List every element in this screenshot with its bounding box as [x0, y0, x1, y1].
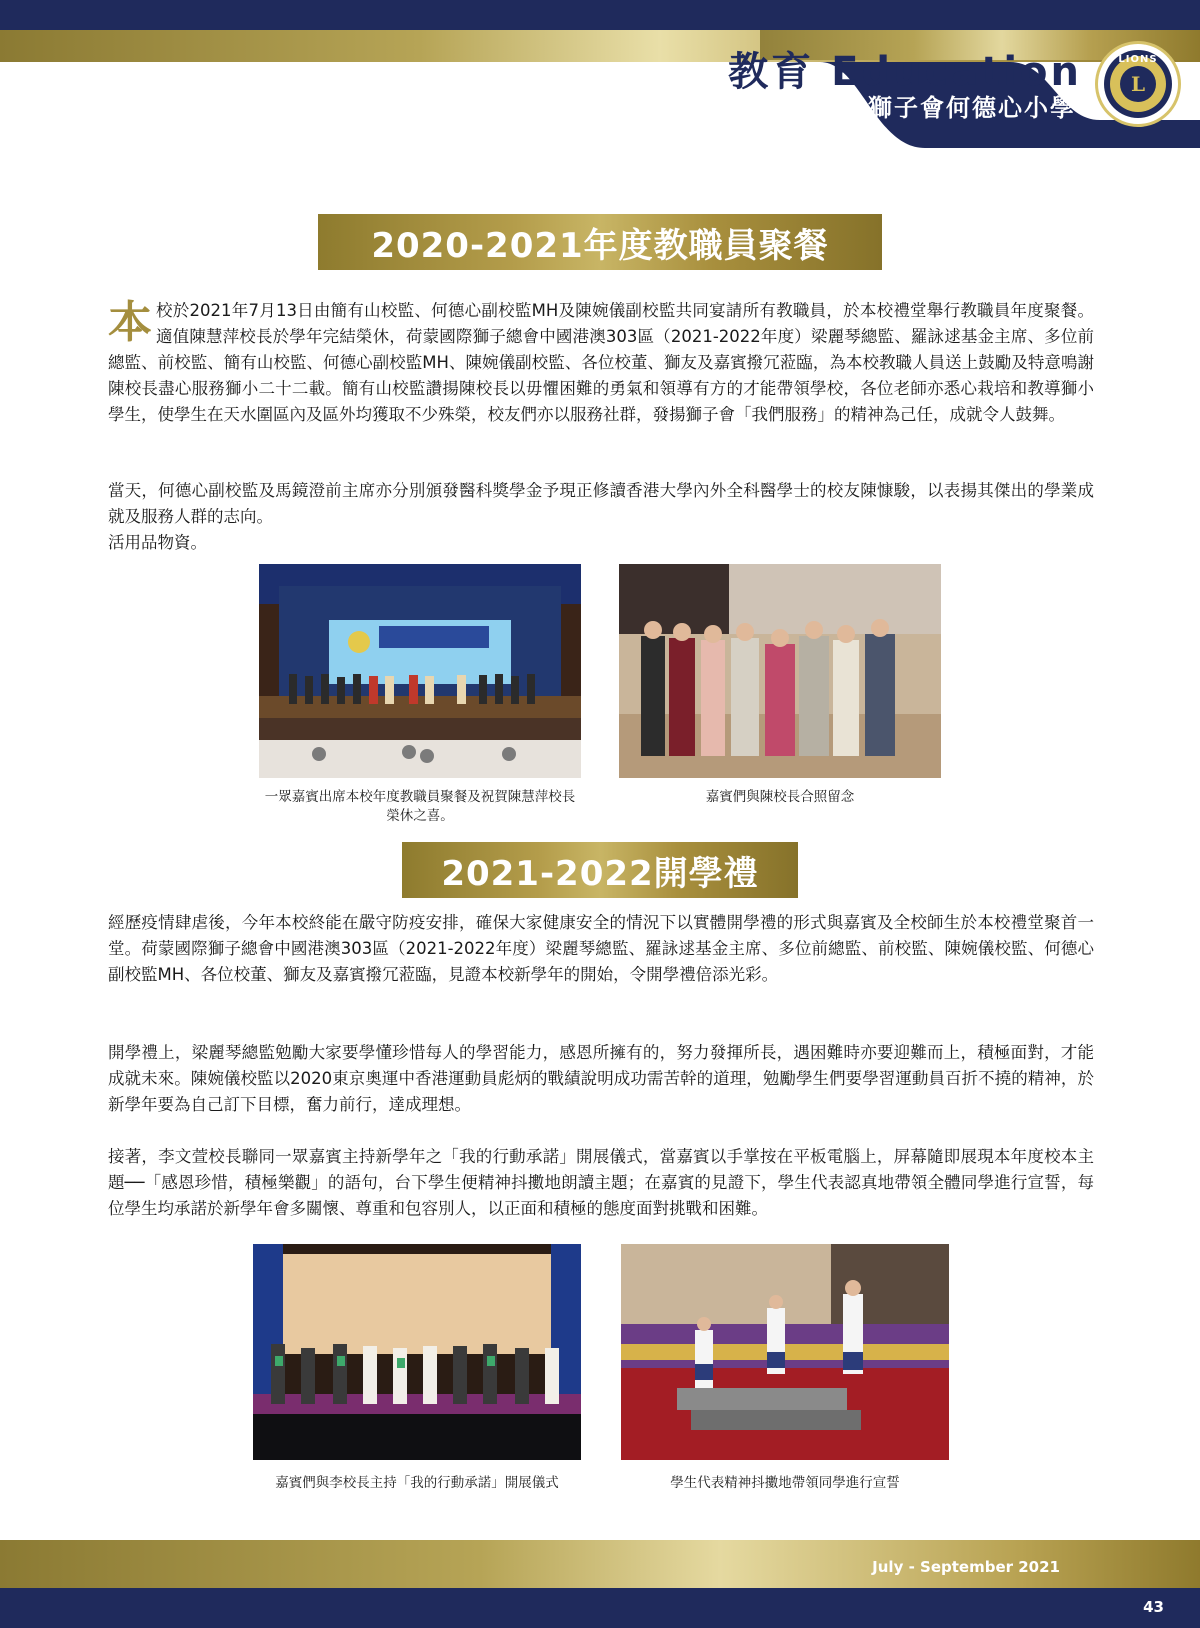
issue-date: July - September 2021 — [872, 1558, 1060, 1576]
logo-text: LIONS — [1118, 54, 1158, 65]
photo-action-pledge-ceremony — [253, 1244, 581, 1460]
svg-text:L: L — [1130, 72, 1146, 96]
section2-paragraph-3: 接著，李文萱校長聯同一眾嘉賓主持新學年之「我的行動承諾」開展儀式，當嘉賓以手掌按在平板電腦上，屏幕隨即展現本年度校本主題──「感恩珍惜，積極樂觀」的語句，台下學生便精神抖擻地朗讀主題；在嘉賓的見證下，學生代表認真地帶領全體同學進行宣誓，每位學生均承諾於新學年會多關懷、尊重和包容別人，以正面和積極的態度面對挑戰和困難。 — [108, 1147, 1094, 1218]
section2-paragraph-2: 開學禮上，梁麗琴總監勉勵大家要學懂珍惜每人的學習能力，感恩所擁有的，努力發揮所長，遇困難時亦要迎難而上，積極面對，才能成就未來。陳婉儀校監以2020東京奧運中香港運動員彪炳的戰績說明成功需苦幹的道理，勉勵學生們要學習運動員百折不撓的精神，於新學年要為自己訂下目標，奮力前行，達成理想。 — [108, 1043, 1094, 1114]
drop-cap: 本 — [108, 297, 152, 348]
section-banner-staff-dinner: 2020-2021年度教職員聚餐 — [318, 214, 882, 270]
section1-paragraph-1 — [108, 298, 1094, 428]
caption-photo-4: 學生代表精神抖擻地帶領同學進行宣誓 — [670, 1475, 900, 1491]
caption-photo-2: 嘉賓們與陳校長合照留念 — [705, 789, 855, 805]
photo-student-pledge — [621, 1244, 949, 1460]
section2-paragraph-1: 經歷疫情肆虐後，今年本校終能在嚴守防疫安排，確保大家健康安全的情況下以實體開學禮的形式與嘉賓及全校師生於本校禮堂聚首一堂。荷蒙國際獅子總會中國港澳303區（2021-2022年度）梁麗琴總監、羅詠逑基金主席、多位前總監、前校監、陳婉儀校監、何德心副校監MH、各位校董、獅友及嘉賓撥冗蒞臨，見證本校新學年的開始，令開學禮倍添光彩。 — [108, 913, 1094, 984]
section1-paragraph-2: 當天，何德心副校監及馬鏡澄前主席亦分別頒發醫科獎學金予現正修讀香港大學內外全科醫學士的校友陳慷駿，以表揚其傑出的學業成就及服務人群的志向。 — [108, 481, 1094, 526]
photo-guests-with-principal — [619, 564, 941, 778]
header-subtitle: 獅子會何德心小學 — [868, 94, 1076, 122]
lions-logo — [1098, 44, 1178, 124]
page-footer — [0, 1540, 1200, 1628]
page-header — [0, 0, 1200, 150]
section-banner-opening-ceremony: 2021-2022開學禮 — [402, 842, 798, 898]
section1-paragraph-3: 活用品物資。 — [108, 533, 207, 552]
caption-photo-1: 一眾嘉賓出席本校年度教職員聚餐及祝賀陳慧萍校長榮休之喜。 — [264, 789, 576, 824]
footer-decoration — [0, 1540, 1200, 1628]
caption-photo-3: 嘉賓們與李校長主持「我的行動承諾」開展儀式 — [275, 1475, 559, 1491]
photo-staff-dinner-stage — [259, 564, 581, 778]
page-number: 43 — [1143, 1598, 1164, 1616]
header-title: 教育 Education — [728, 49, 1082, 95]
section1-paragraph-1-text: 校於2021年7月13日由簡有山校監、何德心副校監MH及陳婉儀副校監共同宴請所有教職員，於本校禮堂舉行教職員年度聚餐。適值陳慧萍校長於學年完結榮休，荷蒙國際獅子總會中國港澳303區（2021-2022年度）梁麗琴總監、羅詠逑基金主席、多位前總監、前校監、簡有山校監、何德心副校監MH、陳婉儀副校監、各位校董、獅友及嘉賓撥冗蒞臨，為本校教職人員送上鼓勵及特意鳴謝陳校長盡心服務獅小二十二載。簡有山校監讚揚陳校長以毋懼困難的勇氣和領導有方的才能帶領學校，各位老師亦悉心栽培和教導獅小學生，使學生在天水圍區內及區外均獲取不少殊榮，校友們亦以服務社群，發揚獅子會「我們服務」的精神為己任，成就令人鼓舞。 — [108, 301, 1094, 424]
